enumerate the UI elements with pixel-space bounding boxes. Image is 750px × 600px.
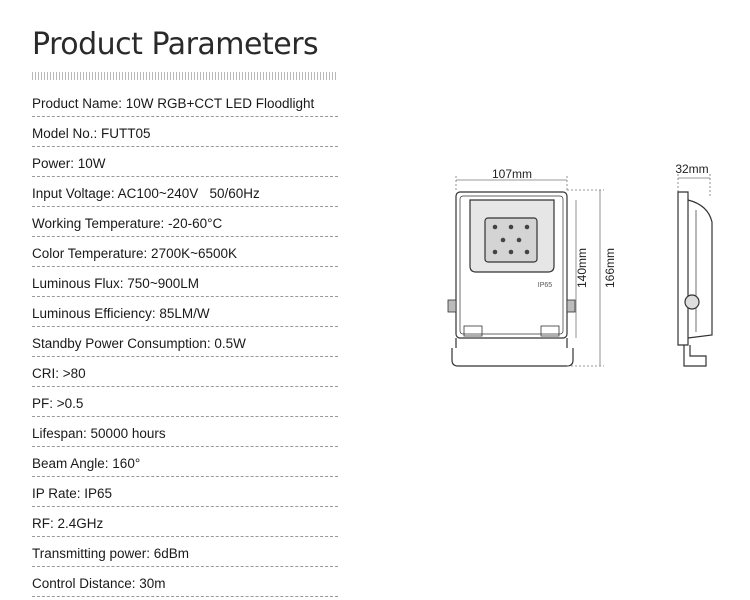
param-transmitting-power: Transmitting power: 6dBm: [32, 540, 338, 570]
side-view: [678, 192, 712, 366]
param-working-temperature: Working Temperature: -20-60°C: [32, 210, 338, 240]
width-label: 107mm: [491, 167, 533, 181]
param-beam-angle: Beam Angle: 160°: [32, 450, 338, 480]
param-luminous-efficiency: Luminous Efficiency: 85LM/W: [32, 300, 338, 330]
param-luminous-flux: Luminous Flux: 750~900LM: [32, 270, 338, 300]
param-control-distance: Control Distance: 30m: [32, 570, 338, 600]
param-rf: RF: 2.4GHz: [32, 510, 338, 540]
height-label: 166mm: [603, 247, 617, 289]
param-color-temperature: Color Temperature: 2700K~6500K: [32, 240, 338, 270]
title-underline: [32, 72, 338, 80]
param-ip-rate: IP Rate: IP65: [32, 480, 338, 510]
param-pf: PF: >0.5: [32, 390, 338, 420]
front-view: [448, 192, 575, 366]
ip65-rating-label: IP65: [537, 282, 553, 289]
depth-dimension: [678, 174, 710, 196]
param-cri: CRI: >80: [32, 360, 338, 390]
param-lifespan: Lifespan: 50000 hours: [32, 420, 338, 450]
parameter-list: [32, 90, 338, 600]
param-power: Power: 10W: [32, 150, 338, 180]
param-model-no: Model No.: FUTT05: [32, 120, 338, 150]
depth-label: 32mm: [675, 162, 709, 176]
page-title: Product Parameters: [32, 27, 319, 62]
floodlight-dimension-drawing: [430, 155, 730, 380]
inner-height-label: 140mm: [575, 247, 589, 289]
param-standby-power: Standby Power Consumption: 0.5W: [32, 330, 338, 360]
param-product-name: Product Name: 10W RGB+CCT LED Floodlight: [32, 90, 338, 120]
param-input-voltage: Input Voltage: AC100~240V 50/60Hz: [32, 180, 338, 210]
